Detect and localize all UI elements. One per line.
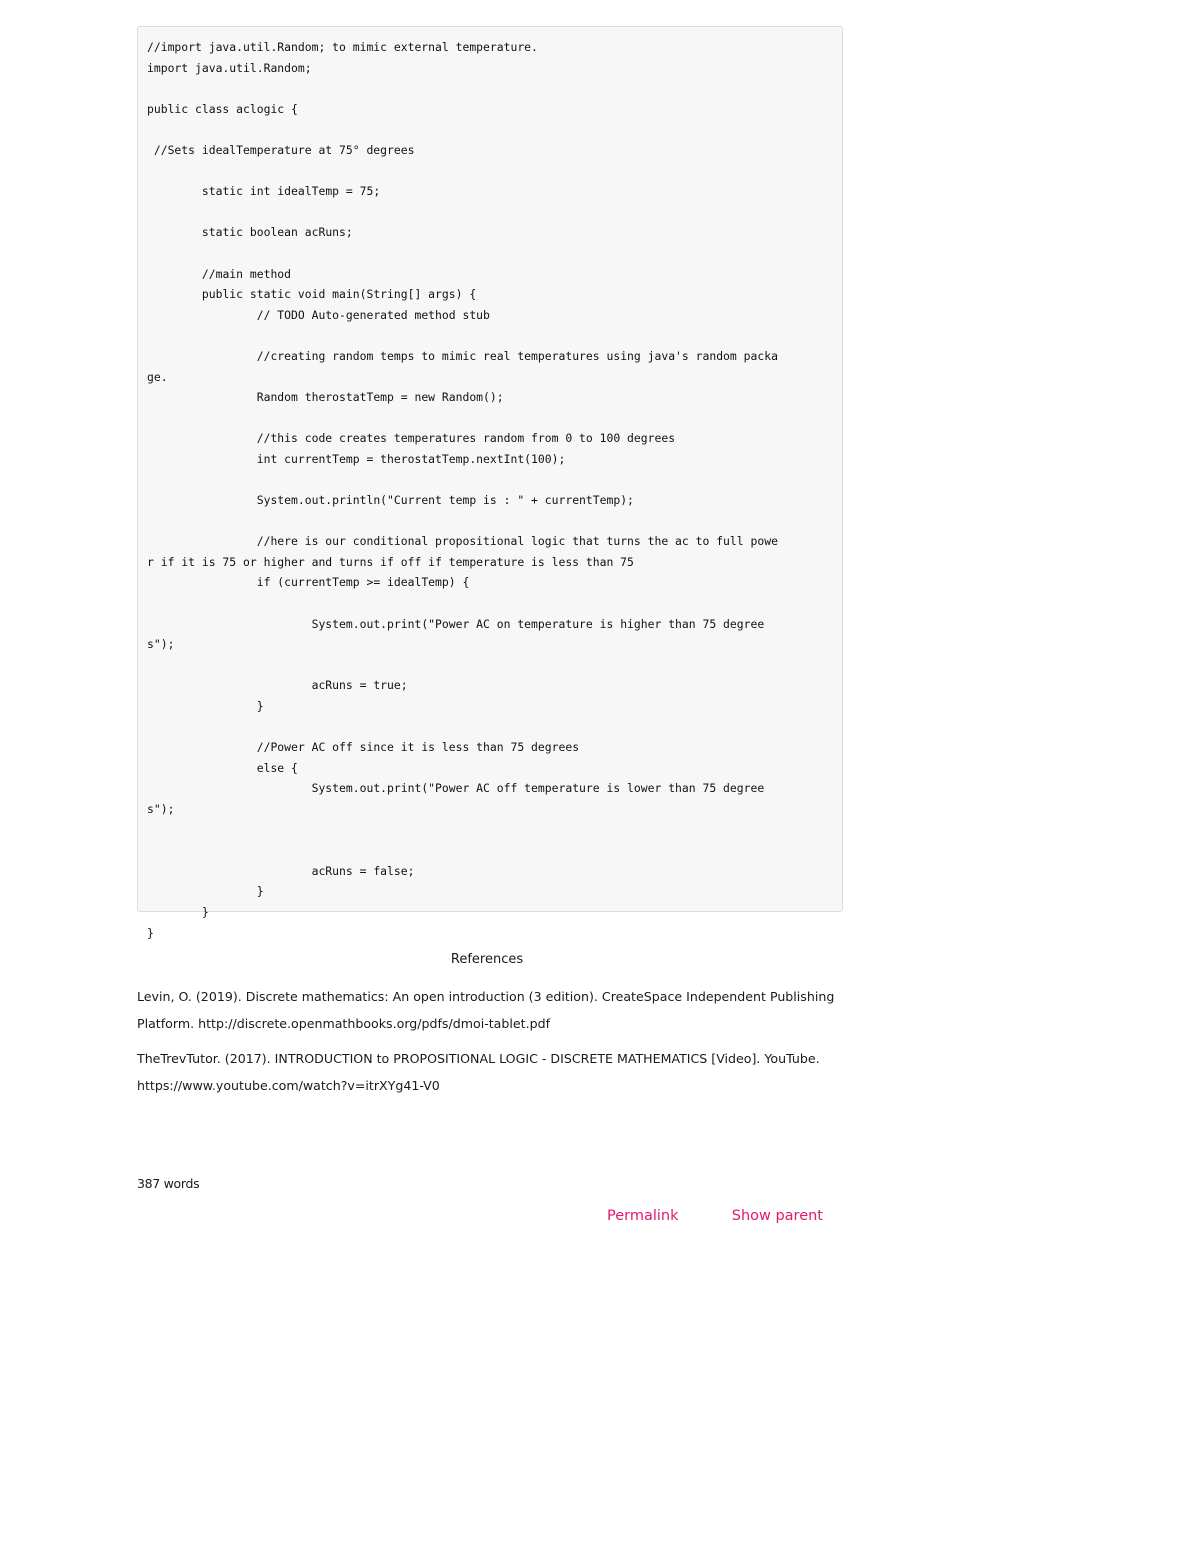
forum-post — [137, 26, 843, 1224]
post-actions — [607, 1208, 823, 1224]
references-heading: References — [450, 952, 524, 967]
word-count: 387 words — [137, 1176, 200, 1191]
show-parent-link[interactable]: Show parent — [731, 1208, 823, 1224]
code-text: //import java.util.Random; to mimic external temperature. import java.util.Random; public class aclogic { //Sets idealTemperature at 75° degrees static int idealTemp = 75; static boolean acRuns; //main method public static void main(String[] args) { // TODO Auto-generated method stub //creating random temps to mimic real temperatures using java's random packa ge. Random therostatTemp = new Random(); //this code creates temperatures random from 0 to 100 degrees int currentTemp = therostatTemp.nextInt(100); System.out.println("Current temp is : " + currentTemp); //here is our conditional propositional logic that turns the ac to full powe r if it is 75 or higher and turns if off if temperature is less than 75 if (currentTemp >= idealTemp) { System.out.print("Power AC on temperature is higher than 75 degree s"); acRuns = true; } //Power AC off since it is less than 75 degrees else { System.out.print("Power AC off temperature is lower than 75 degree s"); acRuns = false; } } } — [147, 40, 778, 940]
code-block — [137, 26, 843, 940]
reference-item: TheTrevTutor. (2017). INTRODUCTION to PROPOSITIONAL LOGIC - DISCRETE MATHEMATICS [Video]. YouTube. https://www.youtube.com/watch?v=itrXYg41-V0 — [137, 1051, 820, 1093]
reference-item: Levin, O. (2019). Discrete mathematics: An open introduction (3 edition). CreateSpace Independent Publishing Platform. http://discrete.openmathbooks.org/pdfs/dmoi-tablet.pdf — [137, 989, 835, 1031]
permalink-link[interactable]: Permalink — [607, 1208, 679, 1224]
